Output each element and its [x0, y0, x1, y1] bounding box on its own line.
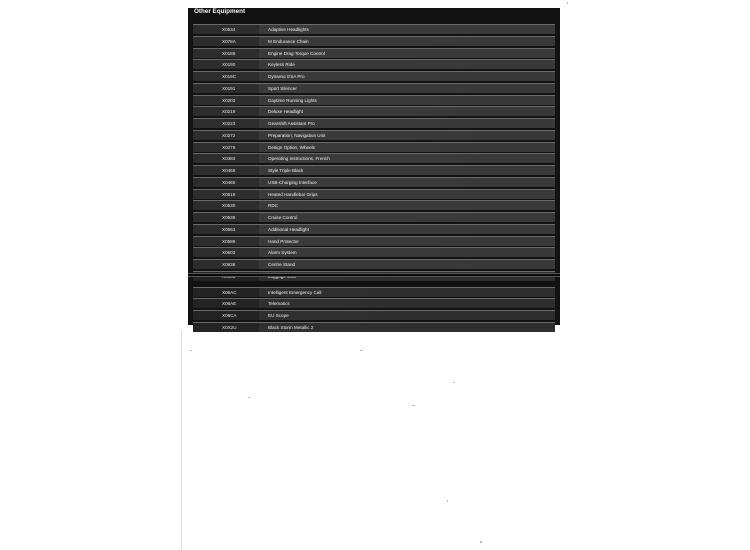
equipment-row — [193, 130, 555, 140]
equipment-description: Hand Protector — [268, 238, 299, 244]
equipment-code: X0519 — [222, 191, 236, 197]
equipment-code: X06CA — [222, 313, 237, 318]
equipment-code: X0191 — [222, 85, 236, 91]
scan-edge-shadow — [181, 330, 182, 550]
equipment-description: USB-Charging Interface — [268, 179, 317, 185]
equipment-description: Deluxe Headlight — [268, 109, 303, 115]
equipment-code: X06AC — [222, 289, 237, 295]
equipment-panel — [188, 8, 560, 330]
equipment-row — [193, 224, 555, 234]
scan-speck — [248, 397, 250, 398]
equipment-description: Black Storm Metallic 2 — [268, 324, 314, 330]
equipment-row — [193, 236, 555, 246]
equipment-description: Daytime Running Lights — [268, 97, 317, 103]
equipment-code: X0276 — [222, 144, 236, 150]
scan-speck — [190, 350, 192, 351]
equipment-row — [193, 118, 555, 128]
equipment-code: X0219 — [222, 109, 236, 115]
equipment-row — [193, 310, 555, 320]
equipment-code: X0X2U — [222, 324, 237, 330]
equipment-code: X078A — [222, 38, 236, 44]
equipment-row — [193, 200, 555, 210]
equipment-description: EU Scope — [268, 313, 289, 318]
equipment-description: RDC — [268, 203, 278, 209]
equipment-description: Design Option, Wheels — [268, 144, 315, 150]
equipment-row — [193, 177, 555, 187]
equipment-description: Alarm System — [268, 250, 297, 256]
equipment-row — [193, 153, 555, 163]
equipment-code: X0534 — [222, 27, 236, 32]
equipment-code: X0383 — [222, 156, 236, 162]
equipment-description: Sport Silencer — [268, 85, 297, 91]
equipment-row — [193, 165, 555, 175]
equipment-row — [193, 287, 555, 297]
equipment-description: Cruise Control — [268, 215, 298, 220]
equipment-description: Additional Headlight — [268, 226, 309, 232]
equipment-row — [193, 83, 555, 93]
equipment-code: X0458 — [222, 168, 236, 173]
equipment-description: Heated Handlebar Grips — [268, 191, 318, 197]
equipment-description: Engine Drag Torque Control — [268, 50, 325, 56]
equipment-row — [193, 36, 555, 46]
equipment-code: X0589 — [222, 238, 236, 244]
equipment-description: Gearshift Assistant Pro — [268, 121, 315, 126]
section-title: Other Equipment — [194, 8, 246, 15]
equipment-code: X0223 — [222, 121, 236, 126]
equipment-code: X0272 — [222, 132, 236, 138]
equipment-description: Intelligent Emergency Call — [268, 289, 322, 295]
equipment-row — [193, 247, 555, 257]
equipment-code: X0563 — [222, 226, 236, 232]
equipment-code: X0465 — [222, 179, 236, 185]
equipment-code: X0190 — [222, 62, 236, 68]
equipment-row — [193, 322, 555, 332]
equipment-code: X0189 — [222, 50, 236, 56]
equipment-row — [193, 189, 555, 199]
equipment-code: X06AE — [222, 301, 237, 307]
equipment-description: M Endurance Chain — [268, 38, 309, 44]
equipment-description: Style Triple Black — [268, 168, 304, 173]
scan-speck — [567, 2, 568, 4]
scan-speck — [453, 382, 455, 383]
equipment-code: X019C — [222, 74, 237, 79]
equipment-description: Keyless Ride — [268, 62, 295, 68]
equipment-row — [193, 106, 555, 116]
equipment-description: Adaptive Headlights — [268, 27, 309, 32]
equipment-code: X0203 — [222, 97, 236, 103]
scan-speck — [447, 500, 448, 502]
equipment-row — [193, 212, 555, 222]
group-divider — [188, 273, 560, 277]
equipment-code: X0603 — [222, 250, 236, 256]
equipment-code: X0636 — [222, 262, 236, 267]
equipment-row — [193, 95, 555, 105]
equipment-row — [193, 71, 555, 81]
equipment-description: Operating Instructions, French — [268, 156, 330, 162]
scan-speck — [360, 350, 363, 351]
equipment-description: Dynamic ESA Pro — [268, 74, 305, 79]
equipment-description: Centre Stand — [268, 262, 296, 267]
equipment-code: X0539 — [222, 215, 236, 220]
equipment-row — [193, 59, 555, 69]
equipment-row — [193, 24, 555, 34]
equipment-description: Telematics — [268, 301, 290, 307]
equipment-code: X0530 — [222, 203, 236, 209]
equipment-description: Preparation, Navigation Unit — [268, 132, 326, 138]
scan-speck — [480, 541, 482, 543]
equipment-row — [193, 48, 555, 58]
equipment-row — [193, 142, 555, 152]
equipment-row — [193, 298, 555, 308]
equipment-row — [193, 259, 555, 269]
scan-speck — [412, 405, 415, 406]
